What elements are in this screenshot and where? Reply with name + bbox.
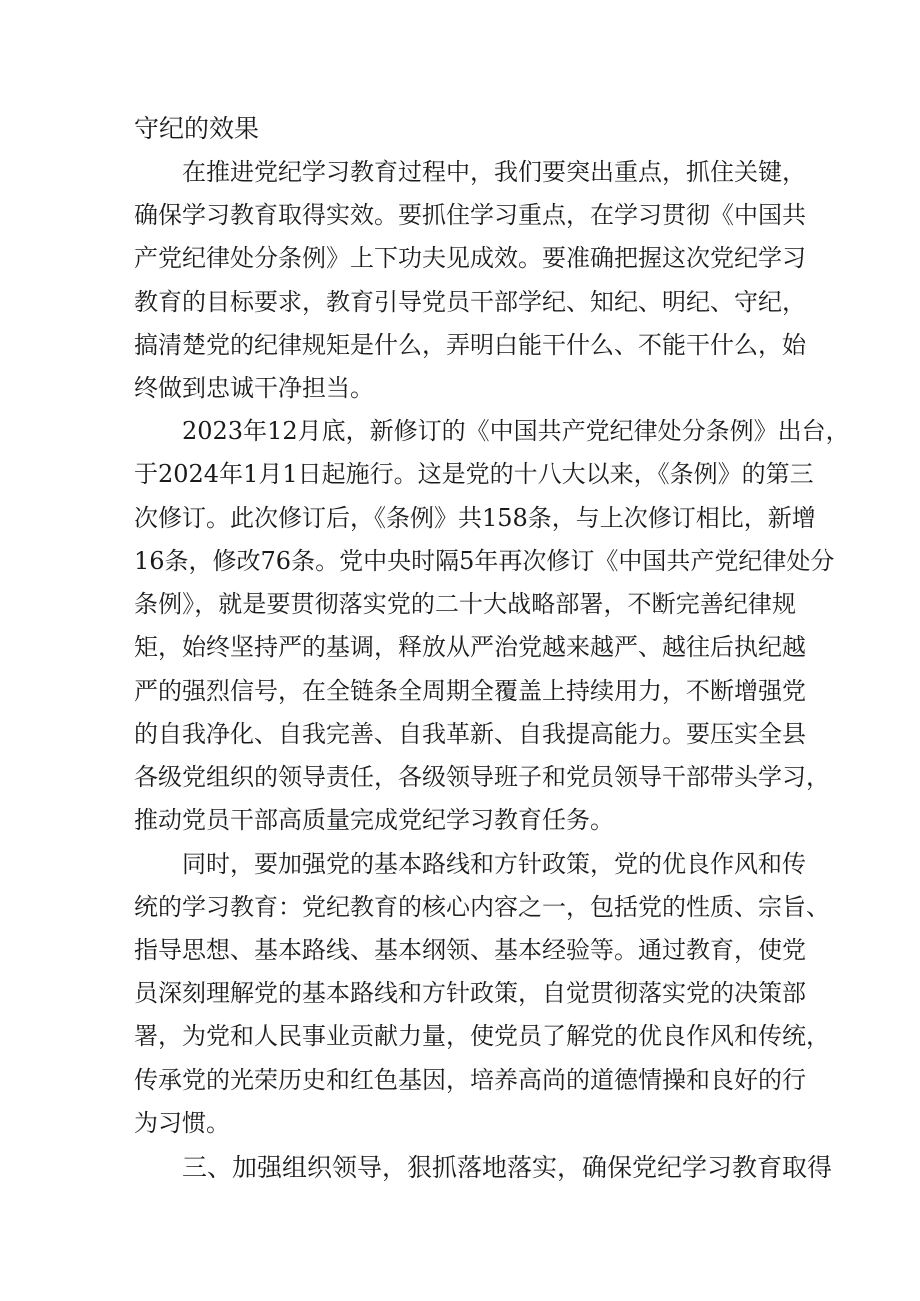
paragraph-line: 产党纪律处分条例》上下功夫见成效。要准确把握这次党纪学习 (134, 244, 806, 272)
paragraph-line: 传承党的光荣历史和红色基因，培养高尚的道德情操和良好的行 (134, 1066, 806, 1094)
paragraph-line: 确保学习教育取得实效。要抓住学习重点，在学习贯彻《中国共 (134, 201, 806, 229)
section-heading-3: 三、加强组织领导，狠抓落地落实，确保党纪学习教育取得 (182, 1153, 833, 1182)
paragraph-line: 的自我净化、自我完善、自我革新、自我提高能力。要压实全县 (134, 720, 806, 748)
paragraph-line: 同时，要加强党的基本路线和方针政策，党的优良作风和传 (182, 850, 806, 878)
paragraph-line: 各级党组织的领导责任，各级领导班子和党员领导干部带头学习， (134, 763, 830, 791)
paragraph-line: 在推进党纪学习教育过程中，我们要突出重点，抓住关键， (182, 158, 806, 186)
paragraph-line: 2023年12月底，新修订的《中国共产党纪律处分条例》出台， (182, 417, 850, 445)
paragraph-line: 教育的目标要求，教育引导党员干部学纪、知纪、明纪、守纪， (134, 288, 806, 316)
paragraph-line: 终做到忠诚干净担当。 (134, 374, 374, 402)
paragraph-line: 员深刻理解党的基本路线和方针政策，自觉贯彻落实党的决策部 (134, 979, 806, 1007)
paragraph-line: 推动党员干部高质量完成党纪学习教育任务。 (134, 806, 614, 834)
paragraph-line: 统的学习教育：党纪教育的核心内容之一，包括党的性质、宗旨、 (134, 893, 830, 921)
paragraph-line: 署，为党和人民事业贡献力量，使党员了解党的优良作风和传统， (134, 1022, 830, 1050)
paragraph-line: 矩，始终坚持严的基调，释放从严治党越来越严、越往后执纪越 (134, 633, 806, 661)
section-heading-continuation: 守纪的效果 (134, 114, 260, 143)
paragraph-line: 严的强烈信号，在全链条全周期全覆盖上持续用力，不断增强党 (134, 677, 806, 705)
paragraph-line: 次修订。此次修订后，《条例》共158条，与上次修订相比，新增 (134, 504, 816, 532)
paragraph-line: 为习惯。 (134, 1109, 230, 1137)
paragraph-line: 16条，修改76条。党中央时隔5年再次修订《中国共产党纪律处分 (134, 547, 835, 575)
paragraph-line: 于2024年1月1日起施行。这是党的十八大以来，《条例》的第三 (134, 460, 814, 488)
paragraph-line: 搞清楚党的纪律规矩是什么，弄明白能干什么、不能干什么，始 (134, 331, 806, 359)
paragraph-line: 指导思想、基本路线、基本纲领、基本经验等。通过教育，使党 (134, 936, 806, 964)
paragraph-line: 条例》，就是要贯彻落实党的二十大战略部署，不断完善纪律规 (134, 590, 796, 618)
